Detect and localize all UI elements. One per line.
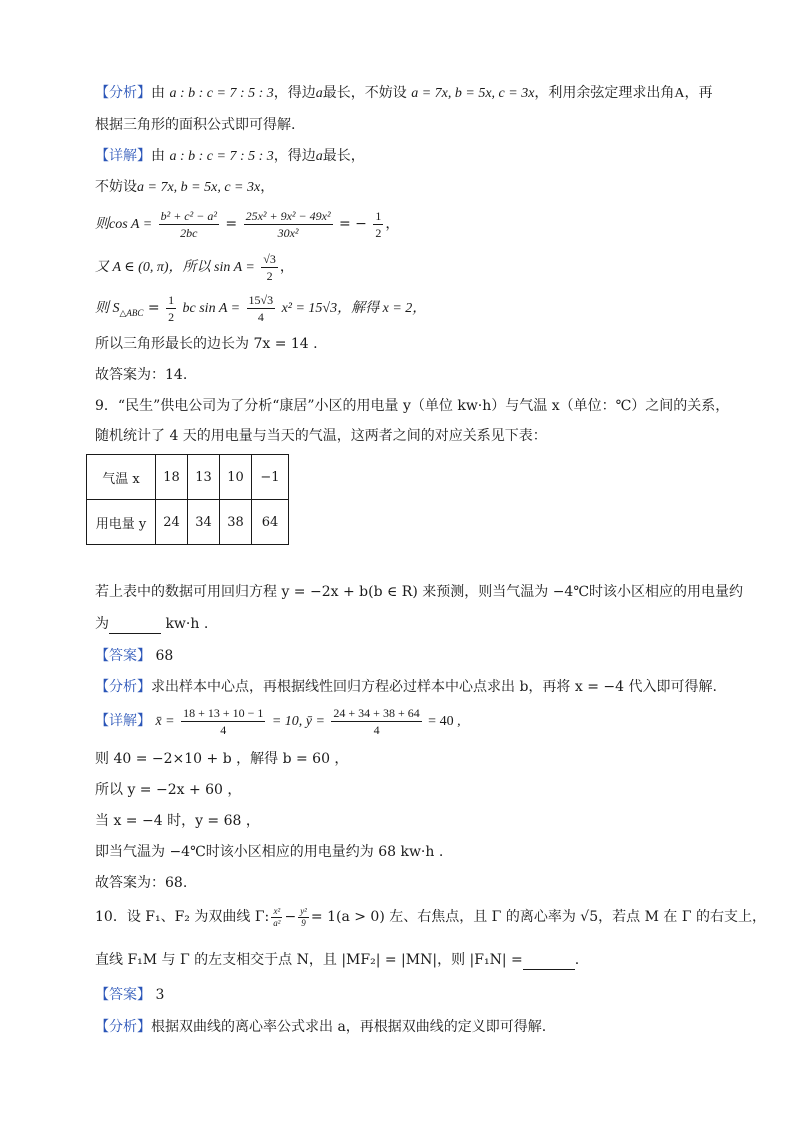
- answer-tag: 【答案】: [95, 648, 151, 664]
- area-text: bc sin A =: [182, 301, 241, 316]
- q10-stem-line-2: [95, 950, 579, 970]
- denominator: a²: [273, 917, 281, 928]
- answer-tag: 【答案】: [95, 987, 151, 1003]
- text: ，: [385, 216, 400, 232]
- cos-fraction-1: [159, 208, 219, 241]
- q8-analysis-line-1: [95, 83, 713, 104]
- numerator: 25x² + 9x² − 49x²: [245, 208, 331, 223]
- area-text: x² = 15√3，解得 x = 2，: [281, 301, 427, 316]
- angle-label: A: [674, 86, 685, 101]
- xbar-fraction: [181, 705, 265, 738]
- q8-detail-line-1: [95, 146, 365, 167]
- q9-conclusion-line: 即当气温为 −4℃时该小区相应的用电量约为 68 kw·h .: [95, 844, 444, 860]
- q9-equation-line: 所以 y = −2x + 60 ，: [95, 782, 242, 798]
- denominator: 2bc: [180, 225, 198, 240]
- table-cell: 18: [156, 455, 188, 500]
- area-subscript: △ABC: [119, 307, 144, 318]
- cos-fraction-2: [244, 208, 333, 241]
- numerator: y²: [300, 905, 307, 916]
- text: ，利用余弦定理求出角: [534, 85, 675, 101]
- text: = 1(a > 0) 左、右焦点，且 Γ 的离心率为 √5，若点 M 在 Γ 的右支上，: [310, 909, 766, 925]
- table-row: [87, 455, 289, 500]
- assume-formula: a = 7x, b = 5x, c = 3x: [137, 180, 261, 195]
- y-term-fraction: [298, 906, 309, 929]
- text: ，: [279, 259, 294, 275]
- q8-cos-line: [95, 207, 399, 242]
- table-cell: −1: [252, 455, 289, 500]
- denominator: 2: [266, 268, 273, 283]
- analysis-text: 根据双曲线的离心率公式求出 a，再根据双曲线的定义即可得解.: [151, 1019, 547, 1035]
- ratio-formula: a : b : c = 7 : 5 : 3: [169, 149, 274, 164]
- row-label-consumption: 用电量 y: [87, 500, 156, 545]
- analysis-text: 求出样本中心点，再根据线性回归方程必过样本中心点求出 b，再将 x = −4 代入即可得解.: [151, 679, 717, 695]
- ybar-label: = 10, ȳ =: [271, 714, 325, 729]
- analysis-tag: 【分析】: [95, 1019, 151, 1035]
- numerator: x²: [271, 906, 282, 918]
- text: 由: [151, 85, 165, 101]
- q10-answer-line: [95, 985, 164, 1005]
- q8-assume-line: [95, 177, 274, 198]
- xbar-label: x̄ =: [155, 714, 175, 729]
- text: 最长，: [322, 148, 365, 164]
- area-text: 则 S: [95, 301, 120, 316]
- q8-longest-line: 所以三角形最长的边长为 7x = 14 .: [95, 336, 318, 352]
- denominator: 2: [168, 309, 175, 324]
- numerator: 24 + 34 + 38 + 64: [333, 705, 420, 720]
- text: 直线 F₁M 与 Γ 的左支相交于点 N，且 |MF₂| = |MN|，则 |F₁N| =: [95, 952, 523, 968]
- numerator: 1: [375, 208, 382, 223]
- sin-text: 又 A ∈ (0, π)，所以 sin A =: [95, 260, 255, 275]
- q9-substitute-line: 当 x = −4 时，y = 68 ，: [95, 813, 260, 829]
- denominator: 4: [257, 309, 264, 324]
- q10-stem-line-1: [95, 900, 766, 934]
- numerator: b² + c² − a²: [160, 208, 217, 223]
- area-fraction-2: [247, 292, 276, 325]
- q10-analysis-line: [95, 1017, 546, 1037]
- analysis-tag: 【分析】: [95, 679, 151, 695]
- text: 由: [151, 148, 165, 164]
- q9-data-table: [86, 454, 289, 545]
- var-a: a: [315, 149, 323, 164]
- cos-lhs: 则cos A =: [95, 217, 153, 232]
- sin-fraction: [261, 251, 278, 284]
- denominator: 30x²: [277, 225, 299, 240]
- analysis-tag: 【分析】: [95, 85, 151, 101]
- table-cell: 38: [220, 500, 252, 545]
- answer-value: 3: [155, 987, 165, 1003]
- text: ，: [260, 179, 275, 195]
- table-cell: 10: [220, 455, 252, 500]
- ybar-fraction: [331, 705, 421, 738]
- detail-tag: 【详解】: [95, 148, 151, 164]
- numerator: 15√3: [248, 292, 274, 307]
- answer-value: 68: [155, 648, 174, 664]
- denominator: 4: [220, 722, 227, 737]
- q9-stem-line-4: [95, 614, 208, 634]
- q8-final-answer: 故答案为：14.: [95, 367, 188, 383]
- var-a: a: [315, 86, 323, 101]
- detail-tag: 【详解】: [95, 713, 151, 729]
- equals-minus: = −: [339, 216, 367, 232]
- answer-blank: [523, 955, 575, 970]
- q8-sin-line: [95, 250, 294, 285]
- text: 10．设 F₁、F₂ 为双曲线 Γ:: [95, 909, 270, 925]
- text: kw·h .: [165, 616, 209, 632]
- denominator: 9: [301, 917, 306, 928]
- denominator: 2: [375, 225, 382, 240]
- denominator: 4: [373, 722, 380, 737]
- ratio-formula: a : b : c = 7 : 5 : 3: [169, 86, 274, 101]
- text: = 40 ,: [428, 714, 461, 729]
- numerator: 18 + 13 + 10 − 1: [183, 705, 264, 720]
- assume-formula: a = 7x, b = 5x, c = 3x: [411, 86, 535, 101]
- table-cell: 13: [188, 455, 220, 500]
- table-row: [87, 500, 289, 545]
- q8-area-line: [95, 291, 426, 330]
- equals: =: [225, 216, 238, 232]
- table-cell: 34: [188, 500, 220, 545]
- x-term-fraction: [271, 906, 282, 929]
- q9-mean-line: [95, 704, 461, 739]
- q9-stem-line-2: 随机统计了 4 天的用电量与当天的气温，这两者之间的对应关系见下表：: [95, 428, 547, 444]
- q9-stem-line-3: 若上表中的数据可用回归方程 y = −2x + b(b ∈ R) 来预测，则当气温为 −4℃时该小区相应的用电量约: [95, 584, 744, 600]
- text: ，得边: [273, 85, 316, 101]
- text: ，得边: [273, 148, 316, 164]
- q9-analysis-line: [95, 677, 717, 697]
- q9-stem-line-1: 9．“民生”供电公司为了分析“康居”小区的用电量 y（单位 kw·h）与气温 x（单位：℃）之间的关系，: [95, 398, 730, 414]
- text: 最长，不妨设: [322, 85, 407, 101]
- half-fraction: [373, 208, 383, 241]
- numerator: 1: [168, 292, 175, 307]
- row-label-temperature: 气温 x: [87, 455, 156, 500]
- text: 不妨设: [95, 179, 137, 195]
- text: .: [574, 952, 580, 968]
- minus: −: [284, 909, 297, 925]
- table-cell: 64: [252, 500, 289, 545]
- q9-answer-line: [95, 646, 173, 666]
- equals: =: [147, 300, 160, 316]
- table-cell: 24: [156, 500, 188, 545]
- text: ，再: [684, 85, 713, 101]
- area-half-fraction: [166, 292, 176, 325]
- answer-blank: [109, 619, 161, 634]
- q8-analysis-line-2: 根据三角形的面积公式即可得解.: [95, 117, 296, 133]
- q9-final-answer: 故答案为：68.: [95, 875, 188, 891]
- numerator: √3: [263, 251, 276, 266]
- text: 为: [95, 616, 109, 632]
- q9-solve-b-line: 则 40 = −2×10 + b ，解得 b = 60 ，: [95, 751, 349, 767]
